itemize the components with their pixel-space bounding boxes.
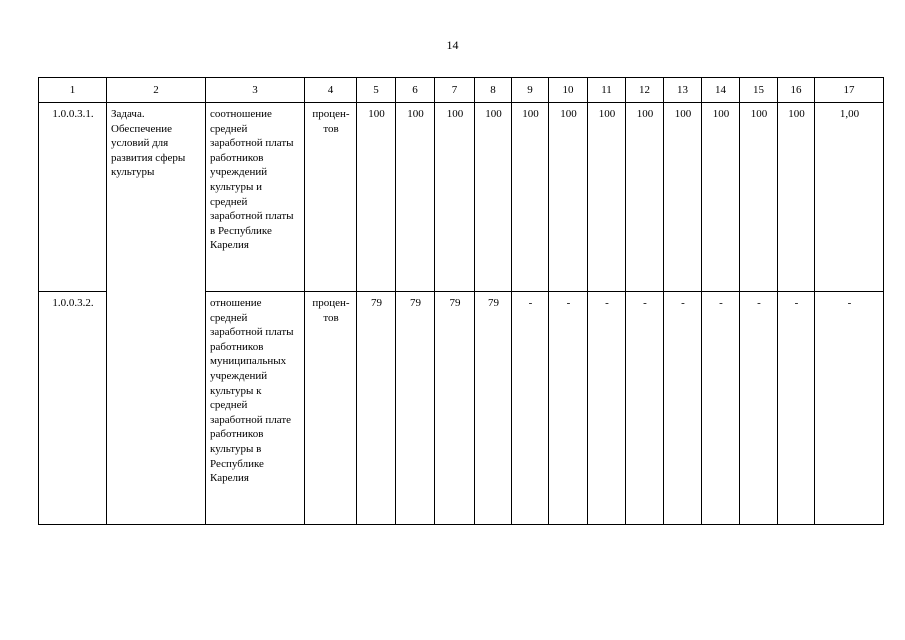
row-code: 1.0.0.3.1. bbox=[39, 103, 107, 292]
header-cell: 5 bbox=[357, 78, 396, 103]
value-cell: - bbox=[664, 292, 702, 525]
header-cell: 7 bbox=[435, 78, 475, 103]
indicator-cell: отношение средней заработной платы работников муниципальных учреждений культуры к средней заработной плате работников культуры в Республике Карелия bbox=[206, 292, 305, 525]
header-cell: 3 bbox=[206, 78, 305, 103]
value-cell: 100 bbox=[475, 103, 512, 292]
value-cell: 100 bbox=[549, 103, 588, 292]
value-cell: 79 bbox=[435, 292, 475, 525]
header-cell: 6 bbox=[396, 78, 435, 103]
value-cell: 100 bbox=[435, 103, 475, 292]
header-cell: 14 bbox=[702, 78, 740, 103]
value-cell: - bbox=[815, 292, 884, 525]
header-cell: 10 bbox=[549, 78, 588, 103]
value-cell: 79 bbox=[396, 292, 435, 525]
value-cell: 1,00 bbox=[815, 103, 884, 292]
value-cell: - bbox=[512, 292, 549, 525]
page-number: 14 bbox=[446, 38, 459, 52]
value-cell: 100 bbox=[740, 103, 778, 292]
header-cell: 16 bbox=[778, 78, 815, 103]
value-cell: 100 bbox=[357, 103, 396, 292]
header-cell: 11 bbox=[588, 78, 626, 103]
value-cell: 100 bbox=[626, 103, 664, 292]
task-cell: Задача. Обеспечение условий для развития сферы культуры bbox=[107, 103, 206, 525]
value-cell: - bbox=[778, 292, 815, 525]
table-row bbox=[39, 103, 884, 292]
value-cell: 100 bbox=[512, 103, 549, 292]
value-cell: 100 bbox=[778, 103, 815, 292]
value-cell: 79 bbox=[357, 292, 396, 525]
header-cell: 4 bbox=[305, 78, 357, 103]
header-cell: 2 bbox=[107, 78, 206, 103]
header-cell: 15 bbox=[740, 78, 778, 103]
value-cell: - bbox=[588, 292, 626, 525]
header-cell: 8 bbox=[475, 78, 512, 103]
unit-cell: процен-тов bbox=[305, 292, 357, 525]
indicator-cell: соотношение средней заработной платы работников учреждений культуры и средней заработной платы в Республике Карелия bbox=[206, 103, 305, 292]
value-cell: 100 bbox=[702, 103, 740, 292]
value-cell: 100 bbox=[396, 103, 435, 292]
value-cell: - bbox=[549, 292, 588, 525]
header-cell: 17 bbox=[815, 78, 884, 103]
value-cell: - bbox=[626, 292, 664, 525]
value-cell: - bbox=[702, 292, 740, 525]
value-cell: - bbox=[740, 292, 778, 525]
value-cell: 79 bbox=[475, 292, 512, 525]
row-code: 1.0.0.3.2. bbox=[39, 292, 107, 525]
header-cell: 1 bbox=[39, 78, 107, 103]
unit-cell: процен-тов bbox=[305, 103, 357, 292]
value-cell: 100 bbox=[588, 103, 626, 292]
indicators-table bbox=[38, 77, 884, 525]
header-cell: 12 bbox=[626, 78, 664, 103]
header-cell: 13 bbox=[664, 78, 702, 103]
value-cell: 100 bbox=[664, 103, 702, 292]
header-cell: 9 bbox=[512, 78, 549, 103]
table-header-row bbox=[39, 78, 884, 103]
